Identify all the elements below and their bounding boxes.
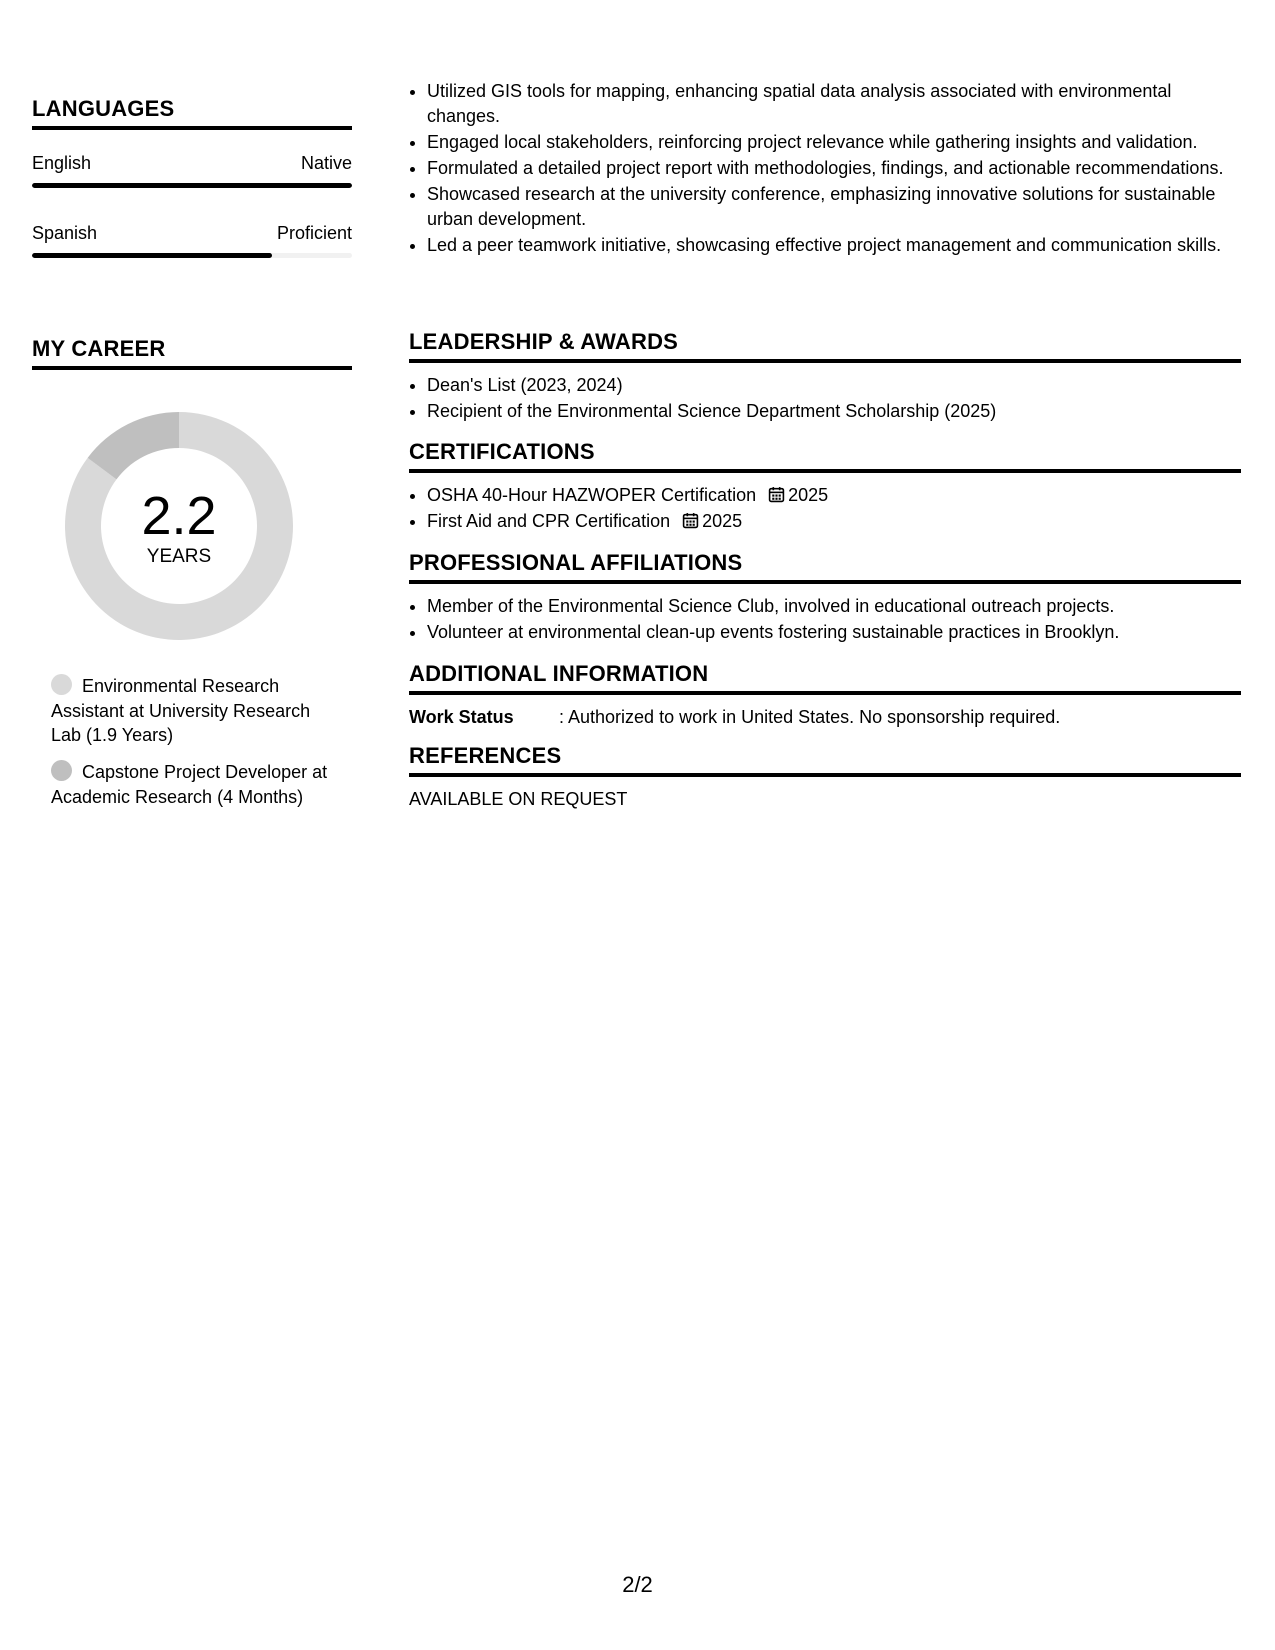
leadership-item: • Recipient of the Environmental Science Department Scholarship (2025) [427, 399, 1241, 424]
experience-bullet: • Showcased research at the university conference, emphasizing innovative solutions for sustainable urban development. [427, 182, 1241, 232]
affiliation-item: • Member of the Environmental Science Club, involved in educational outreach projects. [427, 594, 1241, 619]
language-name: Spanish [32, 223, 98, 243]
legend-dot-icon [51, 760, 72, 781]
certifications-heading: CERTIFICATIONS [409, 439, 1241, 473]
references-text: AVAILABLE ON REQUEST [409, 789, 628, 809]
experience-bullet: • Engaged local stakeholders, reinforcing project relevance while gathering insights and validation. [427, 130, 1241, 155]
calendar-icon [768, 486, 785, 503]
affiliations-heading: PROFESSIONAL AFFILIATIONS [409, 550, 1241, 584]
language-level: Proficient [276, 223, 352, 243]
work-status-label: Work Status [409, 707, 514, 727]
certification-name: OSHA 40-Hour HAZWOPER Certification [427, 485, 757, 505]
language-item-english [32, 152, 352, 188]
leadership-heading: LEADERSHIP & AWARDS [409, 329, 1241, 363]
career-legend-item [51, 674, 341, 748]
career-role-label: Capstone Project Developer at Academic Research (4 Months) [51, 762, 328, 807]
affiliation-item: • Volunteer at environmental clean-up events fostering sustainable practices in Brooklyn. [427, 620, 1241, 645]
career-total-unit: YEARS [146, 546, 212, 567]
experience-bullets [409, 79, 1241, 259]
language-item-spanish [32, 222, 352, 258]
additional-info-section [409, 661, 1241, 729]
legend-dot-icon [51, 674, 72, 695]
career-heading: MY CAREER [32, 336, 352, 370]
references-heading: REFERENCES [409, 743, 1241, 777]
languages-heading: LANGUAGES [32, 96, 352, 130]
certification-year: 2025 [788, 485, 829, 505]
work-status-value: : Authorized to work in United States. No sponsorship required. [559, 707, 1061, 727]
certification-name: First Aid and CPR Certification [427, 511, 671, 531]
language-name: English [32, 153, 92, 173]
career-donut-chart [65, 412, 293, 640]
affiliations-section [409, 550, 1241, 646]
experience-bullet: • Formulated a detailed project report with methodologies, findings, and actionable recommendations. [427, 156, 1241, 181]
leadership-item: • Dean's List (2023, 2024) [427, 373, 1241, 398]
certification-item [427, 509, 1241, 534]
certifications-section [409, 439, 1241, 535]
page-number: 2/2 [622, 1572, 653, 1597]
certification-year: 2025 [702, 511, 743, 531]
career-legend-item [51, 760, 341, 809]
additional-info-heading: ADDITIONAL INFORMATION [409, 661, 1241, 695]
language-level: Native [300, 153, 352, 173]
career-role-label: Environmental Research Assistant at University Research Lab (1.9 Years) [51, 676, 311, 745]
language-proficiency-bar [32, 253, 352, 258]
calendar-icon [682, 512, 699, 529]
language-proficiency-fill [32, 253, 272, 258]
experience-bullet: • Utilized GIS tools for mapping, enhancing spatial data analysis associated with environmental changes. [427, 79, 1241, 129]
references-section [409, 743, 1241, 811]
language-proficiency-fill [32, 183, 352, 188]
career-total-value: 2.2 [141, 486, 217, 546]
experience-bullet: • Led a peer teamwork initiative, showcasing effective project management and communication skills. [427, 233, 1241, 258]
work-status-row [409, 705, 1241, 729]
leadership-section [409, 329, 1241, 425]
certification-item [427, 483, 1241, 508]
language-proficiency-bar [32, 183, 352, 188]
